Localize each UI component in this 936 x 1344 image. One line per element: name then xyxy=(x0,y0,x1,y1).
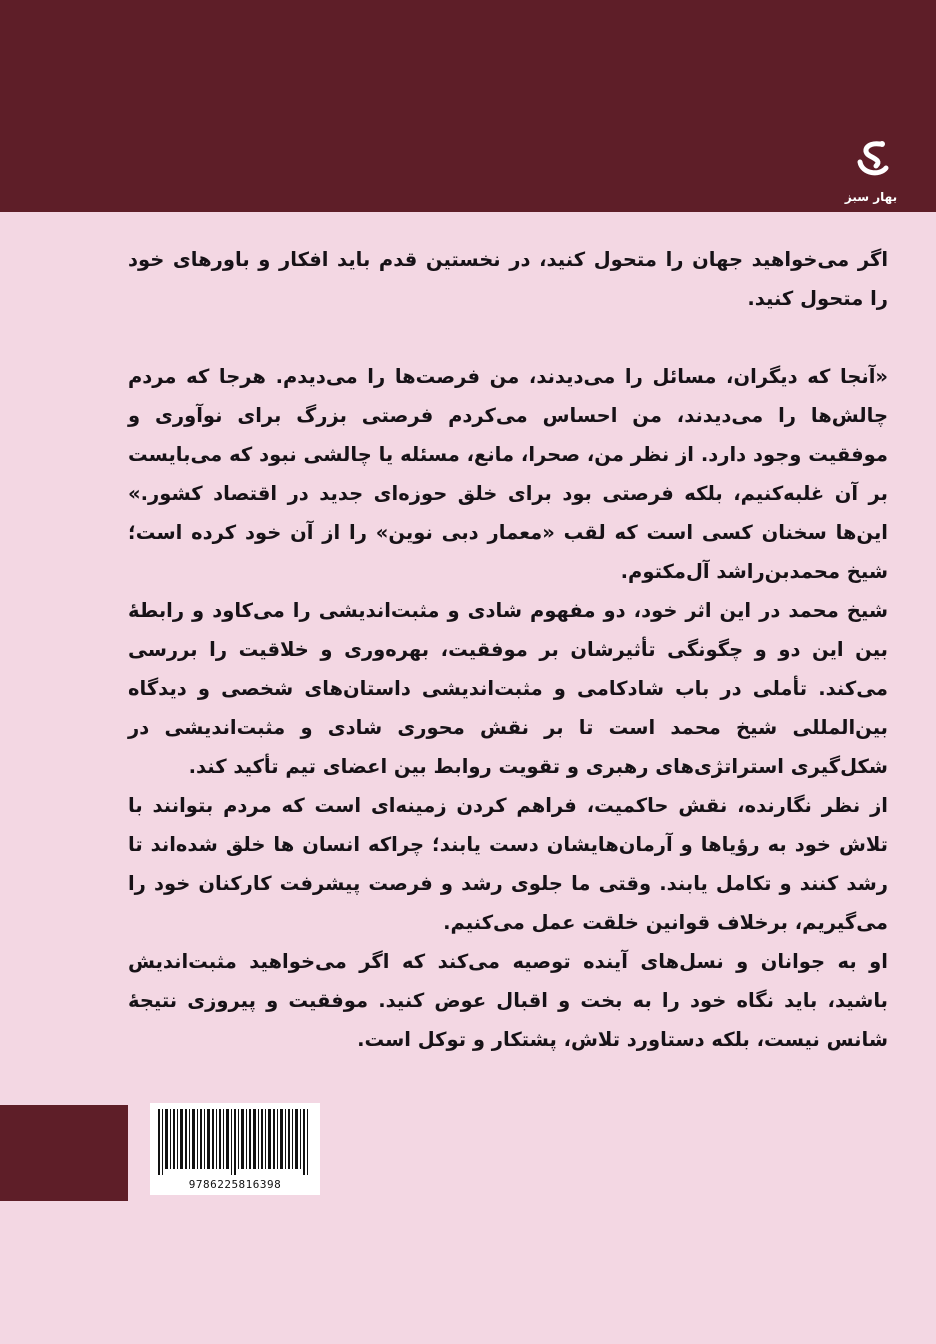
side-color-band xyxy=(0,1105,128,1201)
back-cover-text xyxy=(128,240,888,1059)
publisher-name: بهار سبز xyxy=(844,190,898,204)
isbn-barcode xyxy=(150,1103,320,1195)
publisher-logo xyxy=(836,138,906,204)
barcode-icon xyxy=(156,1109,314,1175)
body-paragraph: شیخ محمد در این اثر خود، دو مفهوم شادی و مثبت‌اندیشی را می‌کاود و رابطهٔ بین این دو و چگونگی تأثیرشان بر موفقیت، بهره‌وری و خلاقیت را بررسی می‌کند. تأملی در باب شادکامی و مثبت‌اندیشی داستان‌های شخصی و دیدگاه بین‌المللی شیخ محمد است تا بر نقش محوری شادی و مثبت‌اندیشی در شکل‌گیری استراتژی‌های رهبری و تقویت روابط بین اعضای تیم تأکید کند. xyxy=(128,599,888,778)
top-color-band xyxy=(0,0,936,212)
publisher-logo-icon xyxy=(836,138,906,186)
isbn-number: 9786225816398 xyxy=(188,1178,282,1191)
body-paragraph: او به جوانان و نسل‌های آینده توصیه می‌کند که اگر می‌خواهید مثبت‌اندیش باشید، باید نگاه خود را به بخت و اقبال عوض کنید. موفقیت و پیروزی نتیجهٔ شانس نیست، بلکه دستاورد تلاش، پشتکار و توکل است. xyxy=(128,950,888,1051)
intro-paragraph: اگر می‌خواهید جهان را متحول کنید، در نخستین قدم باید افکار و باورهای خود را متحول کنید. xyxy=(128,248,888,310)
body-paragraph: از نظر نگارنده، نقش حاکمیت، فراهم کردن زمینه‌ای است که مردم بتوانند با تلاش خود به رؤیاها و آرمان‌هایشان دست یابند؛ چراکه انسان ها خلق شده‌اند تا رشد کنند و تکامل یابند. وقتی ما جلوی رشد و فرصت پیشرفت کارکنان خود را می‌گیریم، برخلاف قوانین خلقت عمل می‌کنیم. xyxy=(128,794,888,934)
body-paragraph: «آنجا که دیگران، مسائل را می‌دیدند، من فرصت‌ها را می‌دیدم. هرجا که مردم چالش‌ها را می‌دیدند، من احساس می‌کردم فرصتی بزرگ برای نوآوری و موفقیت وجود دارد. از نظر من، صحرا، مانع، مسئله یا چالشی نبود که می‌بایست بر آن غلبه‌کنیم، بلکه فرصتی بود برای خلق حوزه‌ای جدید در اقتصاد کشور.» این‌ها سخنان کسی است که لقب «معمار دبی نوین» را از آن خود کرده است؛ شیخ محمدبن‌راشد آل‌مکتوم. xyxy=(128,365,888,583)
